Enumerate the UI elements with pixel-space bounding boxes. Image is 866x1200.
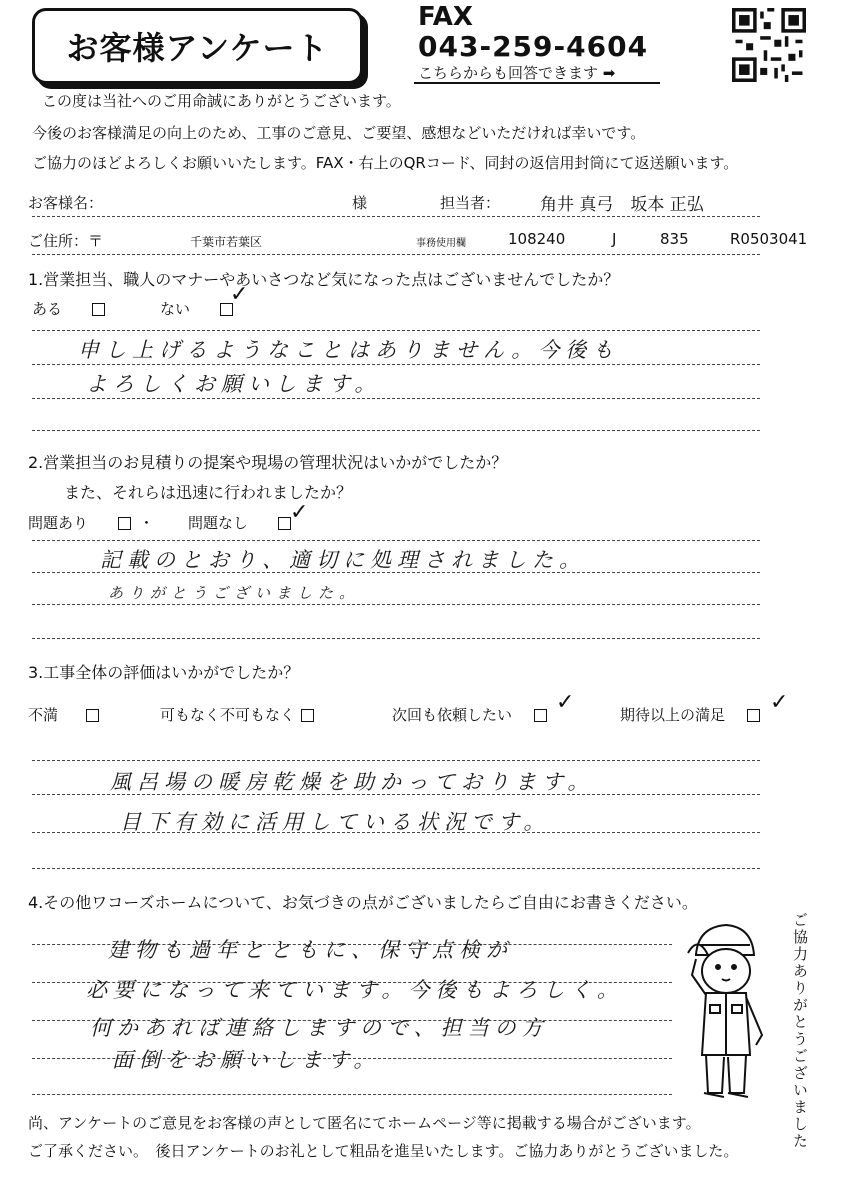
address-label: ご住所：〒 (28, 232, 104, 250)
divider (32, 430, 760, 431)
page-title: お客様アンケート (66, 29, 329, 67)
office-code-1: 108240 (508, 230, 566, 248)
q3-answer-line-2: 目下有効に活用している状況です。 (120, 810, 551, 834)
q2-option-issue-label: 問題あり (28, 514, 89, 532)
divider (32, 832, 760, 833)
checkmark-icon: ✓ (556, 690, 575, 715)
q3-option-1[interactable] (28, 704, 99, 725)
q1-answer-line-1: 申し上げるようなことはありません。今後も (78, 338, 620, 362)
q3-option-3-label: 次回も依頼したい (392, 706, 513, 724)
customer-name-label: お客様名： (28, 194, 104, 212)
q1-option-no-label: ない (160, 300, 191, 318)
q3-answer-line-1: 風呂場の暖房乾燥を助かっております。 (110, 770, 595, 794)
q3-option-1-label: 不満 (28, 706, 59, 724)
q1-option-no[interactable] (160, 298, 233, 319)
divider (32, 604, 760, 605)
q4-answer-line-1: 建物も過年とともに、保守点検が (108, 938, 513, 962)
divider (32, 254, 760, 255)
office-code-3: 835 (660, 230, 689, 248)
q3-option-3[interactable] (392, 704, 547, 725)
q2-option-noissue-label: 問題なし (188, 514, 249, 532)
q3-option-2[interactable] (160, 704, 314, 725)
footer-line-1: 尚、アンケートのご意見をお客様の声として匿名にてホームページ等に掲載する場合がございます。 (28, 1114, 701, 1132)
intro-line-3: ご協力のほどよろしくお願いいたします。FAX・右上のQRコード、同封の返信用封筒にて返送願います。 (32, 154, 739, 172)
checkbox-icon[interactable] (534, 709, 547, 722)
divider (414, 82, 660, 84)
q2-option-noissue[interactable] (188, 512, 291, 533)
q4-answer-line-3: 何かあれば連絡しますので、担当の方 (90, 1016, 549, 1040)
q2-question: 2.営業担当のお見積りの提案や現場の管理状況はいかがでしたか？ (28, 453, 508, 472)
q3-option-4-label: 期待以上の満足 (620, 706, 726, 724)
q2-option-issue[interactable]: 問題あり ・ (28, 514, 155, 532)
q3-option-4[interactable] (620, 704, 760, 725)
divider (32, 398, 760, 399)
side-thanks-note: ご協力ありがとうございました (791, 912, 809, 1150)
intro-line-1: この度は当社へのご用命誠にありがとうございます。 (42, 92, 401, 110)
qr-code-icon[interactable] (732, 8, 806, 82)
office-use-label: 事務使用欄 (416, 238, 466, 249)
q3-question: 3.工事全体の評価はいかがでしたか？ (28, 663, 300, 682)
staff-label: 担当者： (440, 194, 501, 212)
q4-question: 4.その他ワコーズホームについて、お気づきの点がございましたらご自由にお書きください。 (28, 893, 698, 912)
checkbox-icon[interactable] (92, 303, 105, 316)
q2-answer-line-2: ありがとうございました。 (108, 584, 361, 602)
footer-line-2: ご了承ください。 後日アンケートのお礼として粗品を進呈いたします。ご協力ありがとうございました。 (28, 1142, 739, 1160)
fax-label: FAX (418, 2, 473, 32)
office-code-2: J (612, 230, 617, 248)
q2-question-2: また、それらは迅速に行われましたか？ (64, 483, 353, 502)
checkmark-icon: ✓ (230, 282, 249, 307)
fax-number: 043-259-4604 (418, 30, 649, 63)
worker-mascot-icon (678, 915, 778, 1105)
staff-names: 角井 真弓 坂本 正弘 (540, 195, 704, 215)
divider (32, 364, 760, 365)
checkbox-icon[interactable] (86, 709, 99, 722)
divider (32, 572, 760, 573)
title-box (32, 8, 363, 84)
q4-answer-line-2: 必要になって来ています。今後もよろしく。 (86, 978, 624, 1002)
q1-question: 1.営業担当、職人のマナーやあいさつなど気になった点はございませんでしたか？ (28, 270, 620, 289)
divider (32, 216, 760, 217)
q1-option-yes[interactable] (32, 298, 105, 319)
divider (32, 868, 760, 869)
checkbox-icon[interactable] (747, 709, 760, 722)
divider (32, 760, 760, 761)
office-code-4: R0503041 (730, 230, 808, 248)
sama-label: 様 (352, 194, 368, 212)
checkbox-icon[interactable] (301, 709, 314, 722)
divider (32, 540, 760, 541)
divider (32, 1094, 672, 1095)
checkmark-icon: ✓ (290, 500, 309, 525)
intro-line-2: 今後のお客様満足の向上のため、工事のご意見、ご要望、感想などいただければ幸いです。 (32, 124, 646, 142)
q3-option-2-label: 可もなく不可もなく (160, 706, 296, 724)
q1-option-yes-label: ある (32, 300, 63, 318)
checkmark-icon: ✓ (770, 690, 789, 715)
q1-answer-line-2: よろしくお願いします。 (86, 372, 382, 396)
divider (32, 330, 760, 331)
q2-answer-line-1: 記載のとおり、適切に処理されました。 (100, 548, 586, 572)
divider (32, 638, 760, 639)
divider (32, 794, 760, 795)
q4-answer-line-4: 面倒をお願いします。 (112, 1048, 381, 1072)
checkbox-icon[interactable] (118, 517, 131, 530)
address-value: 千葉市若葉区 (190, 235, 263, 249)
qr-note: こちらからも回答できます ➡ (418, 64, 616, 82)
